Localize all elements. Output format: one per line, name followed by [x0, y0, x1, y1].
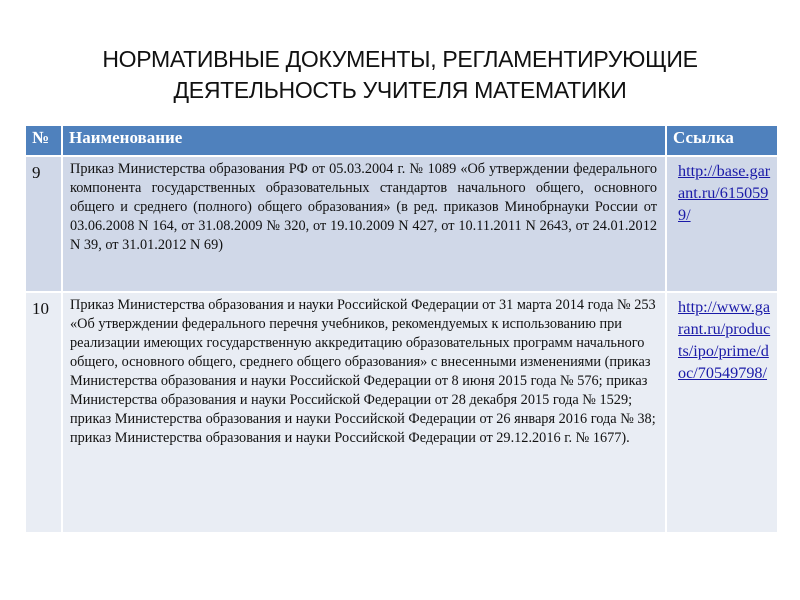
- row-number: 9: [25, 156, 62, 292]
- document-link[interactable]: http://base.garant.ru/6150599/: [678, 162, 771, 224]
- document-name: Приказ Министерства образования РФ от 05.03.2004 г. № 1089 «Об утверждении федерального компонента государственных образовательных стандартов начального общего, основного общего и среднего (полного) общего образования» (в ред. приказов Минобрнауки России от 03.06.2008 N 164, от 31.08.2009 № 320, от 19.10.2009 N 427, от 10.11.2011 N 2643, от 24.01.2012 N 39, от 31.01.2012 N 69): [62, 156, 666, 292]
- header-num: №: [25, 125, 62, 156]
- title-line-2: ДЕЯТЕЛЬНОСТЬ УЧИТЕЛЯ МАТЕМАТИКИ: [173, 77, 627, 103]
- document-link[interactable]: http://www.garant.ru/products/ipo/prime/doc/70549798/: [678, 298, 771, 382]
- table-row: [25, 292, 778, 533]
- page-title: [0, 44, 800, 106]
- header-name: Наименование: [62, 125, 666, 156]
- row-number: 10: [25, 292, 62, 533]
- link-cell: [666, 156, 778, 292]
- link-cell: [666, 292, 778, 533]
- documents-table: [24, 124, 779, 534]
- title-line-1: НОРМАТИВНЫЕ ДОКУМЕНТЫ, РЕГЛАМЕНТИРУЮЩИЕ: [102, 46, 698, 72]
- table-header-row: [25, 125, 778, 156]
- header-link: Ссылка: [666, 125, 778, 156]
- table-row: [25, 156, 778, 292]
- document-name: Приказ Министерства образования и науки Российской Федерации от 31 марта 2014 года № 253 «Об утверждении федерального перечня учебников, рекомендуемых к использованию при реализации имеющих государственную аккредитацию образовательных программ начального общего, основного общего, среднего общего образования» с внесенными изменениями (приказ Министерства образования и науки Российской Федерации от 8 июня 2015 года № 576; приказ Министерства образования и науки Российской Федерации от 28 декабря 2015 года № 1529; приказ Министерства образования и науки Российской Федерации от 26 января 2016 года № 38; приказ Министерства образования и науки Российской Федерации от 29.12.2016 г. № 1677).: [62, 292, 666, 533]
